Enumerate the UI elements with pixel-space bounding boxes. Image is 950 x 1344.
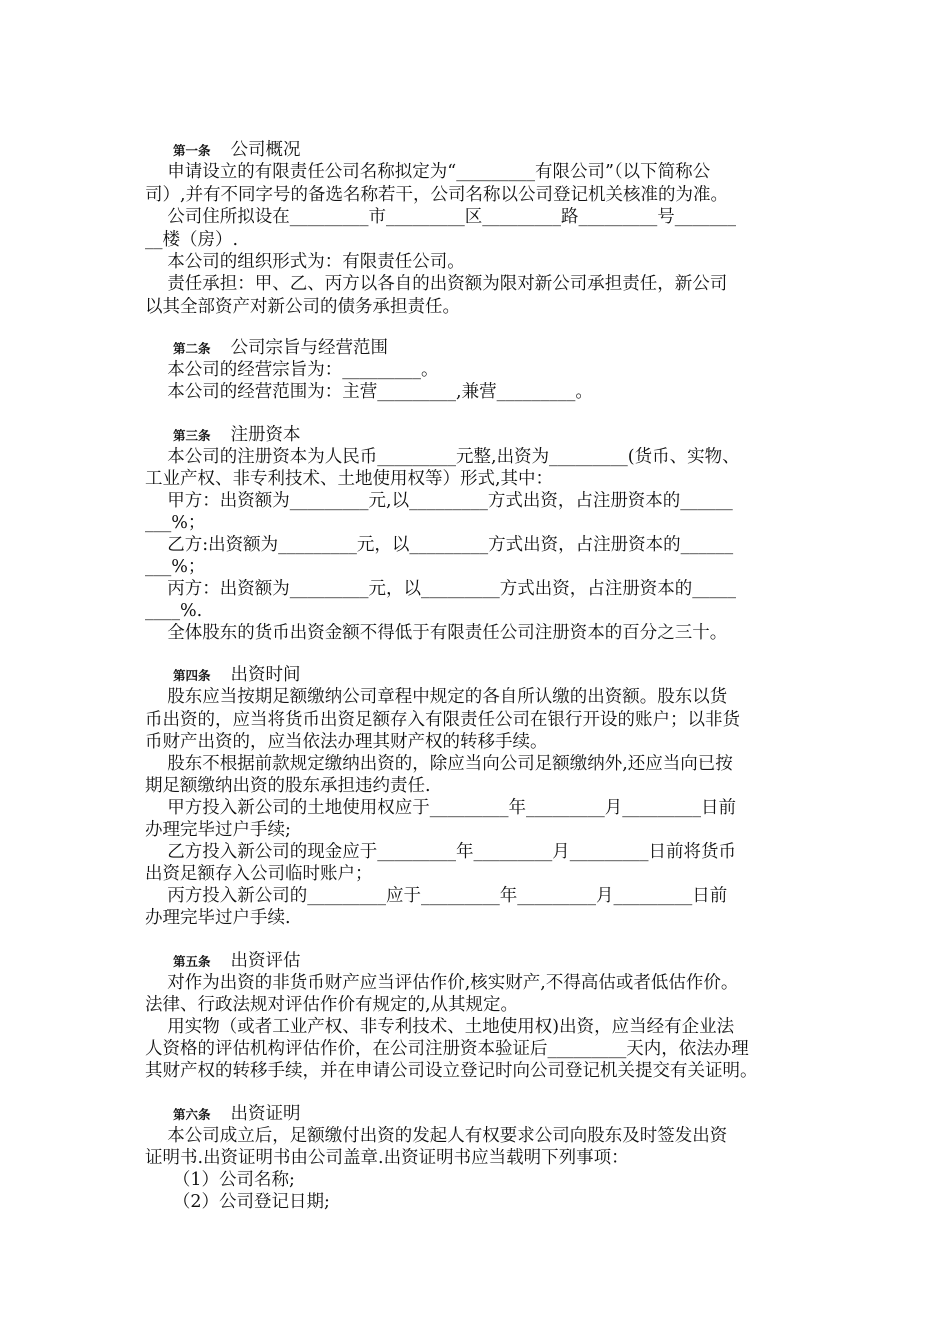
- list-item: （1）公司名称;: [145, 1170, 295, 1190]
- text-line: 对作为出资的非货币财产应当评估作价,核实财产,不得高估或者低估作价。: [145, 973, 739, 993]
- text-line: 股东应当按期足额缴纳公司章程中规定的各自所认缴的出资额。股东以货: [145, 687, 728, 707]
- list-item: （2）公司登记日期;: [145, 1192, 330, 1212]
- section-heading: [173, 664, 301, 687]
- text-line: 证明书.出资证明书由公司盖章.出资证明书应当载明下列事项：: [145, 1148, 629, 1168]
- text-line: 工业产权、非专利技术、土地使用权等）形式,其中：: [145, 469, 554, 489]
- text-line: 责任承担：甲、乙、丙方以各自的出资额为限对新公司承担责任，新公司: [145, 274, 728, 294]
- text-line: 甲方投入新公司的土地使用权应于_________年_________月_________日前: [145, 798, 736, 818]
- text-line: 乙方:出资额为_________元，以_________方式出资，占注册资本的______: [145, 535, 734, 555]
- section-heading: [173, 139, 301, 162]
- text-line: 甲方：出资额为_________元,以_________方式出资，占注册资本的______: [145, 491, 733, 511]
- section-heading: [173, 1103, 301, 1126]
- article-number: 第四条: [173, 668, 211, 683]
- article-title: 公司概况: [230, 140, 301, 160]
- text-line: 全体股东的货币出资金额不得低于有限责任公司注册资本的百分之三十。: [145, 623, 728, 643]
- text-line: 司）,并有不同字号的备选名称若干，公司名称以公司登记机关核准的为准。: [145, 185, 729, 205]
- article-title: 注册资本: [230, 425, 301, 445]
- text-line: 本公司的组织形式为：有限责任公司。: [145, 252, 465, 272]
- article-title: 出资评估: [230, 951, 301, 971]
- article-number: 第二条: [173, 341, 211, 356]
- text-line: 用实物（或者工业产权、非专利技术、土地使用权)出资，应当经有企业法: [145, 1017, 735, 1037]
- text-line: 法律、行政法规对评估作价有规定的,从其规定。: [145, 995, 519, 1015]
- article-number: 第三条: [173, 428, 211, 443]
- text-line: 股东不根据前款规定缴纳出资的，除应当向公司足额缴纳外,还应当向已按: [145, 754, 733, 774]
- text-line: 丙方：出资额为_________元，以_________方式出资，占注册资本的_____: [145, 579, 736, 599]
- article-number: 第五条: [173, 954, 211, 969]
- article-number: 第一条: [173, 143, 211, 158]
- text-line: 办理完毕过户手续.: [145, 908, 291, 928]
- text-line: 乙方投入新公司的现金应于_________年_________月_________日前将货币: [145, 842, 736, 862]
- text-line: 币出资的，应当将货币出资足额存入有限责任公司在银行开设的账户；以非货: [145, 710, 740, 730]
- text-line: 币财产出资的，应当依法办理其财产权的转移手续。: [145, 732, 548, 752]
- text-line: 丙方投入新公司的_________应于_________年_________月_________日前: [145, 886, 728, 906]
- text-line: 公司住所拟设在_________市_________区_________路_________号_______: [145, 207, 737, 227]
- text-line: ___%；: [145, 557, 206, 577]
- section-heading: [173, 337, 388, 360]
- text-line: 人资格的评估机构评估作价，在公司注册资本验证后_________天内，依法办理: [145, 1039, 749, 1059]
- text-line: 本公司的注册资本为人民币_________元整,出资为_________(货币、实物、: [145, 447, 740, 467]
- text-line: 申请设立的有限责任公司名称拟定为“_________有限公司”（以下简称公: [145, 162, 711, 182]
- text-line: 期足额缴纳出资的股东承担违约责任.: [145, 776, 431, 796]
- article-title: 出资证明: [230, 1104, 301, 1124]
- text-line: 本公司的经营范围为：主营_________,兼营_________。: [145, 382, 593, 402]
- text-line: __楼（房）.: [145, 230, 239, 250]
- text-line: 出资足额存入公司临时账户；: [145, 864, 373, 884]
- text-line: 其财产权的转移手续，并在申请公司设立登记时向公司登记机关提交有关证明。: [145, 1061, 758, 1081]
- article-title: 公司宗旨与经营范围: [230, 338, 389, 358]
- section-heading: [173, 424, 301, 447]
- text-line: 本公司的经营宗旨为：_________。: [145, 360, 439, 380]
- text-line: 以其全部资产对新公司的债务承担责任。: [145, 297, 460, 317]
- text-line: 本公司成立后，足额缴付出资的发起人有权要求公司向股东及时签发出资: [145, 1126, 728, 1146]
- text-line: ___%；: [145, 513, 206, 533]
- text-line: ____%.: [145, 601, 203, 621]
- article-title: 出资时间: [230, 665, 301, 685]
- article-number: 第六条: [173, 1107, 211, 1122]
- section-heading: [173, 950, 301, 973]
- text-line: 办理完毕过户手续;: [145, 820, 291, 840]
